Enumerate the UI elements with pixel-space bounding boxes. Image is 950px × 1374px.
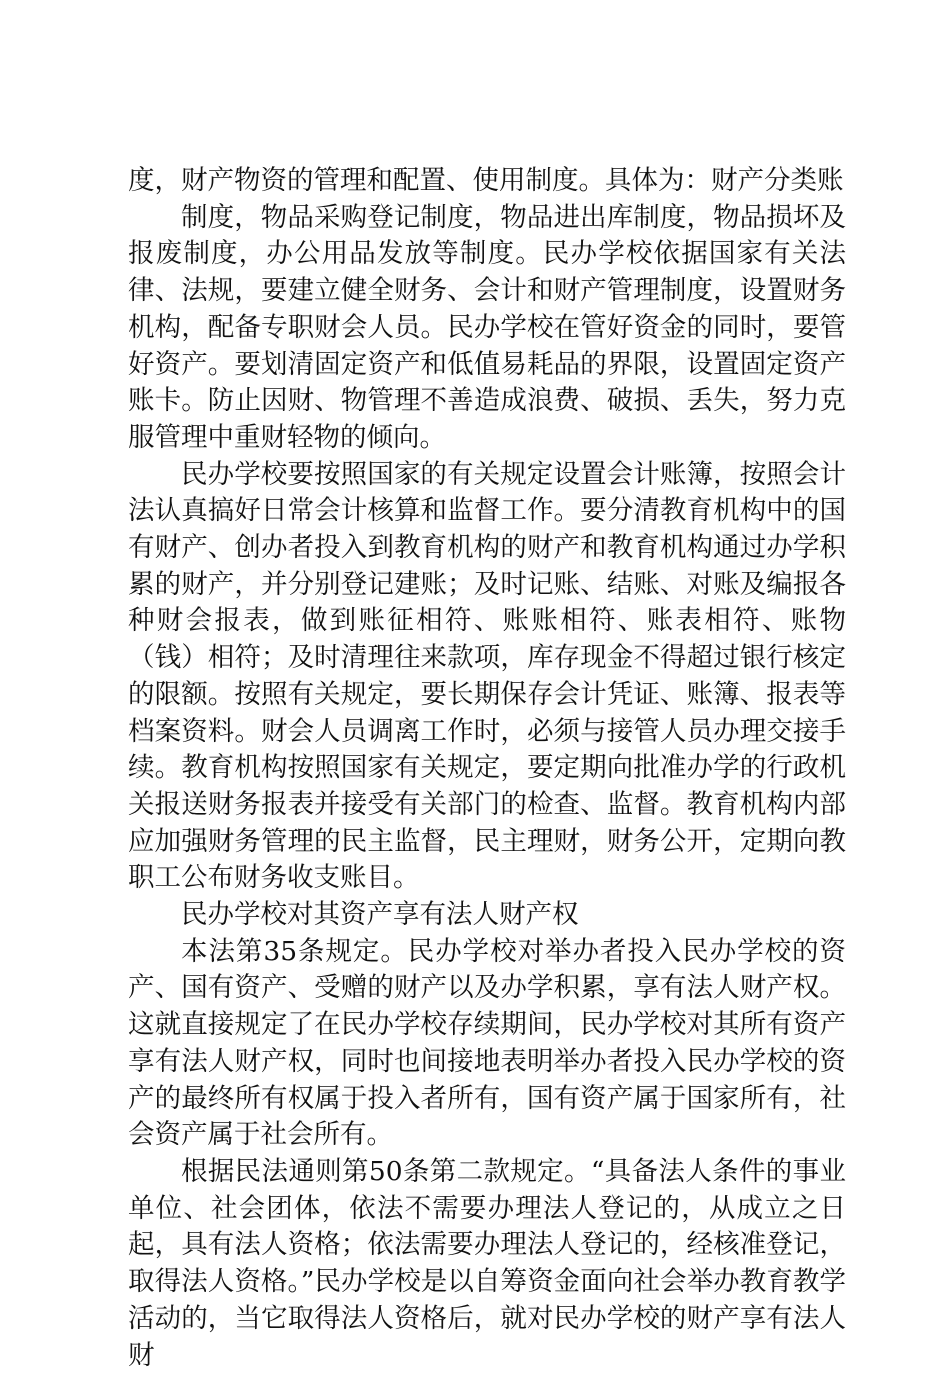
paragraph-2: 制度，物品采购登记制度，物品进出库制度，物品损坏及报废制度，办公用品发放等制度。民办学校依据国家有关法律、法规，要建立健全财务、会计和财产管理制度，设置财务机构，配备专职财会人员。民办学校在管好资金的同时，要管好资产。要划清固定资产和低值易耗品的界限，设置固定资产账卡。防止因财、物管理不善造成浪费、破损、丢失，努力克服管理中重财轻物的倾向。: [128, 201, 846, 453]
paragraph-4: 本法第35条规定。民办学校对举办者投入民办学校的资产、国有资产、受赠的财产以及办学积累，享有法人财产权。这就直接规定了在民办学校存续期间，民办学校对其所有资产享有法人财产权，同时也间接地表明举办者投入民办学校的资产的最终所有权属于投入者所有，国有资产属于国家所有，社会资产属于社会所有。: [128, 935, 846, 1151]
document-body: [128, 163, 846, 1374]
section-heading: 民办学校对其资产享有法人财产权: [181, 899, 579, 931]
paragraph-1: 度，财产物资的管理和配置、使用制度。具体为：财产分类账: [128, 165, 844, 196]
paragraph-5: 根据民法通则第50条第二款规定。“具备法人条件的事业单位、社会团体，依法不需要办理法人登记的，从成立之日起，具有法人资格；依法需要办理法人登记的，经核准登记，取得法人资格。”民办学校是以自筹资金面向社会举办教育教学活动的，当它取得法人资格后，就对民办学校的财产享有法人财: [128, 1155, 846, 1371]
paragraph-3: 民办学校要按照国家的有关规定设置会计账簿，按照会计法认真搞好日常会计核算和监督工作。要分清教育机构中的国有财产、创办者投入到教育机构的财产和教育机构通过办学积累的财产，并分别登记建账；及时记账、结账、对账及编报各种财会报表，做到账征相符、账账相符、账表相符、账物（钱）相符；及时清理往来款项，库存现金不得超过银行核定的限额。按照有关规定，要长期保存会计凭证、账簿、报表等档案资料。财会人员调离工作时，必须与接管人员办理交接手续。教育机构按照国家有关规定，要定期向批准办学的行政机关报送财务报表并接受有关部门的检查、监督。教育机构内部应加强财务管理的民主监督，民主理财，财务公开，定期向教职工公布财务收支账目。: [128, 458, 846, 894]
